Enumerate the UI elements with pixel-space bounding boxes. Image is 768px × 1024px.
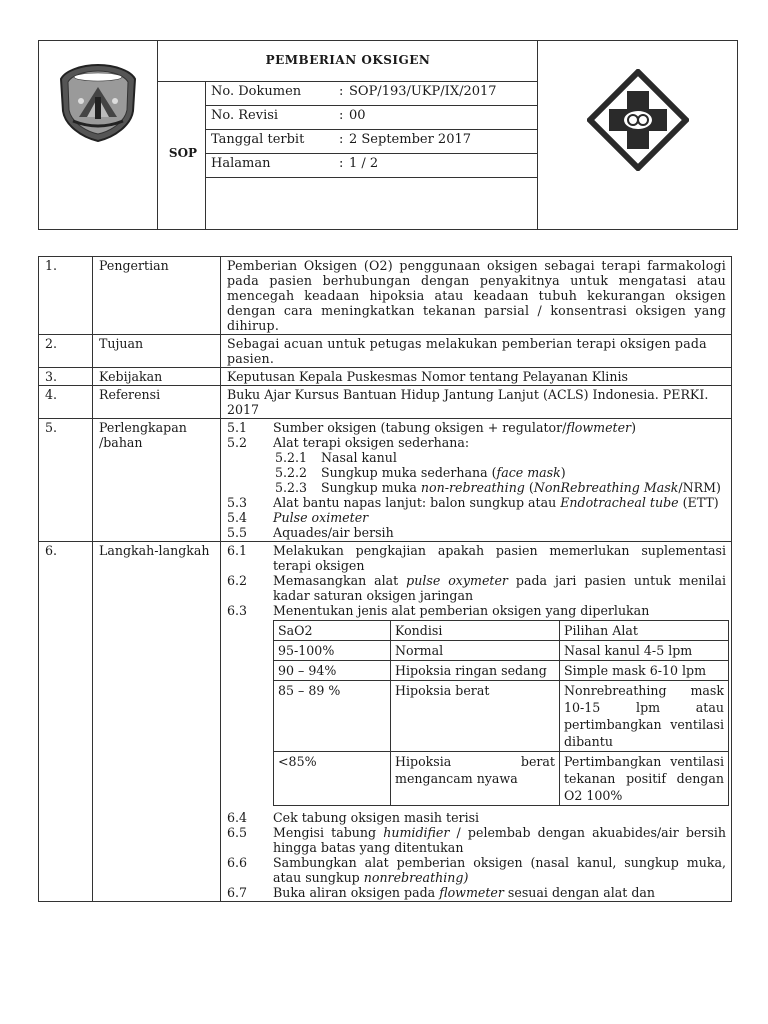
section-content — [221, 542, 732, 902]
table-cell: <85% — [274, 752, 391, 806]
meta-value: 2 September 2017 — [349, 132, 472, 147]
item-number: 6.2 — [227, 573, 248, 588]
document-header — [38, 40, 738, 230]
item-number: 5.3 — [227, 495, 248, 510]
item-number: 6.1 — [227, 543, 248, 558]
item-text: Melakukan pengkajian apakah pasien memerlukan suplementasi terapi oksigen — [273, 543, 726, 573]
item-text-italic: NonRebreathing Mask — [533, 480, 679, 495]
item-text: (ETT) — [678, 495, 719, 510]
section-row-pengertian — [39, 257, 732, 335]
sub-list-item — [227, 480, 726, 495]
item-text-italic: non-rebreathing — [420, 480, 525, 495]
item-text-italic: Pulse oximeter — [273, 510, 369, 525]
item-number: 5.1 — [227, 420, 248, 435]
section-text: Buku Ajar Kursus Bantuan Hidup Jantung Lanjut (ACLS) Indonesia. PERKI. 2017 — [221, 386, 732, 419]
meta-key: No. Dokumen — [211, 84, 302, 99]
section-label: Tujuan — [93, 335, 221, 368]
item-number: 5.2.2 — [275, 465, 308, 480]
item-number: 5.5 — [227, 525, 248, 540]
table-header-cell: Pilihan Alat — [560, 621, 729, 641]
table-row — [274, 752, 729, 806]
section-label: Perlengkapan /bahan — [93, 419, 221, 542]
item-number: 5.2.3 — [275, 480, 308, 495]
item-text-italic: flowmeter — [439, 885, 504, 900]
meta-row-page — [205, 153, 537, 177]
list-item — [227, 855, 726, 885]
item-text-italic: nonrebreathing) — [363, 870, 469, 885]
document-title: PEMBERIAN OKSIGEN — [265, 53, 431, 67]
section-row-referensi — [39, 386, 732, 419]
section-text: Sebagai acuan untuk petugas melakukan pemberian terapi oksigen pada pasien. — [221, 335, 732, 368]
item-text-italic: face mask — [496, 465, 561, 480]
item-text: / pelembab dengan akuabides/air bersih hingga batas yang ditentukan — [273, 825, 726, 855]
table-cell: Hipoksia ringan sedang — [391, 661, 560, 681]
item-text-italic: humidifier — [383, 825, 450, 840]
item-text-italic: flowmeter — [566, 420, 632, 435]
table-cell: Simple mask 6-10 lpm — [560, 661, 729, 681]
meta-colon: : — [339, 108, 344, 123]
table-header-cell: SaO2 — [274, 621, 391, 641]
list-item — [227, 435, 726, 450]
table-cell: 90 – 94% — [274, 661, 391, 681]
list-item — [227, 573, 726, 603]
section-row-langkah — [39, 542, 732, 902]
list-item — [227, 810, 726, 825]
item-text-italic: Endotracheal tube — [560, 495, 679, 510]
section-number: 3. — [39, 368, 93, 386]
sop-label: SOP — [168, 146, 198, 160]
section-text: Pemberian Oksigen (O2) penggunaan oksigen sebagai terapi farmakologi pada pasien berhubungan dengan penyakitnya untuk mengatasi atau mencegah keadaan hipoksia atau keadaan tubuh kekurangan oksigen dengan cara meningkatkan tekanan parsial / konsentrasi oksigen yang dihirup. — [221, 257, 732, 335]
item-number: 6.6 — [227, 855, 248, 870]
item-text: Buka aliran oksigen pada — [273, 885, 440, 900]
item-text: ) — [560, 465, 566, 480]
meta-key: No. Revisi — [211, 108, 279, 123]
item-text: Memasangkan alat — [273, 573, 407, 588]
section-row-kebijakan — [39, 368, 732, 386]
item-text: Sungkup muka — [321, 480, 421, 495]
item-text: Aquades/air bersih — [273, 525, 394, 540]
item-text: /NRM) — [678, 480, 721, 495]
table-row — [274, 661, 729, 681]
item-number: 6.4 — [227, 810, 248, 825]
meta-row-issue-date — [205, 129, 537, 153]
item-number: 5.2.1 — [275, 450, 308, 465]
table-cell: 85 – 89 % — [274, 681, 391, 752]
item-text: Sambungkan alat pemberian oksigen (nasal kanul, sungkup muka, atau sungkup — [273, 855, 726, 885]
section-number: 2. — [39, 335, 93, 368]
table-cell: Normal — [391, 641, 560, 661]
meta-value: SOP/193/UKP/IX/2017 — [349, 84, 497, 99]
section-label: Kebijakan — [93, 368, 221, 386]
item-text: Cek tabung oksigen masih terisi — [273, 810, 480, 825]
item-text: pada jari pasien untuk menilai kadar saturan oksigen jaringan — [273, 573, 726, 603]
puskesmas-logo — [587, 69, 689, 171]
section-content — [221, 419, 732, 542]
table-row — [274, 641, 729, 661]
item-text: Sumber oksigen (tabung oksigen + regulator/ — [273, 420, 567, 435]
item-number: 6.7 — [227, 885, 248, 900]
meta-row-document-number — [205, 81, 537, 105]
section-number: 5. — [39, 419, 93, 542]
regional-emblem-logo — [57, 61, 139, 143]
meta-row-revision — [205, 105, 537, 129]
meta-key: Halaman — [211, 156, 271, 171]
list-item — [227, 825, 726, 855]
item-text: sesuai dengan alat dan — [503, 885, 656, 900]
item-text: Alat terapi oksigen sederhana: — [273, 435, 470, 450]
section-number: 6. — [39, 542, 93, 902]
table-header-row — [274, 621, 729, 641]
table-cell: Nasal kanul 4-5 lpm — [560, 641, 729, 661]
meta-colon: : — [339, 84, 344, 99]
item-text: Menentukan jenis alat pemberian oksigen yang diperlukan — [273, 603, 650, 618]
divider — [537, 41, 538, 229]
oxygen-device-table — [273, 620, 729, 806]
sub-list-item — [227, 465, 726, 480]
sop-content-table — [38, 256, 732, 902]
section-label: Pengertian — [93, 257, 221, 335]
meta-colon: : — [339, 156, 344, 171]
section-number: 1. — [39, 257, 93, 335]
table-cell: Hipoksia berat — [391, 681, 560, 752]
meta-value: 1 / 2 — [349, 156, 379, 171]
item-text: Mengisi tabung — [273, 825, 384, 840]
item-text: Alat bantu napas lanjut: balon sungkup atau — [273, 495, 561, 510]
table-header-cell: Kondisi — [391, 621, 560, 641]
item-text: ) — [631, 420, 636, 435]
list-item — [227, 885, 726, 900]
list-item — [227, 525, 726, 540]
item-number: 5.4 — [227, 510, 248, 525]
divider — [157, 41, 158, 229]
section-text: Keputusan Kepala Puskesmas Nomor tentang Pelayanan Klinis — [221, 368, 732, 386]
table-cell: Nonrebreathing mask 10-15 lpm atau pertimbangkan ventilasi dibantu — [560, 681, 729, 752]
section-label: Referensi — [93, 386, 221, 419]
section-row-perlengkapan — [39, 419, 732, 542]
table-cell: Hipoksia berat mengancam nyawa — [391, 752, 560, 806]
meta-value: 00 — [349, 108, 366, 123]
item-number: 6.5 — [227, 825, 248, 840]
divider — [205, 177, 537, 178]
section-label: Langkah-langkah — [93, 542, 221, 902]
item-text-italic: pulse oxymeter — [406, 573, 508, 588]
section-number: 4. — [39, 386, 93, 419]
meta-key: Tanggal terbit — [211, 132, 305, 147]
list-item — [227, 510, 726, 525]
sub-list-item — [227, 450, 726, 465]
list-item — [227, 495, 726, 510]
list-item — [227, 603, 726, 618]
section-row-tujuan — [39, 335, 732, 368]
item-text: ( — [524, 480, 534, 495]
list-item — [227, 420, 726, 435]
table-cell: 95-100% — [274, 641, 391, 661]
item-text: Nasal kanul — [321, 450, 397, 465]
item-number: 5.2 — [227, 435, 248, 450]
list-item — [227, 543, 726, 573]
table-cell: Pertimbangkan ventilasi tekanan positif dengan O2 100% — [560, 752, 729, 806]
item-text: Sungkup muka sederhana ( — [321, 465, 497, 480]
table-row — [274, 681, 729, 752]
meta-colon: : — [339, 132, 344, 147]
item-number: 6.3 — [227, 603, 248, 618]
